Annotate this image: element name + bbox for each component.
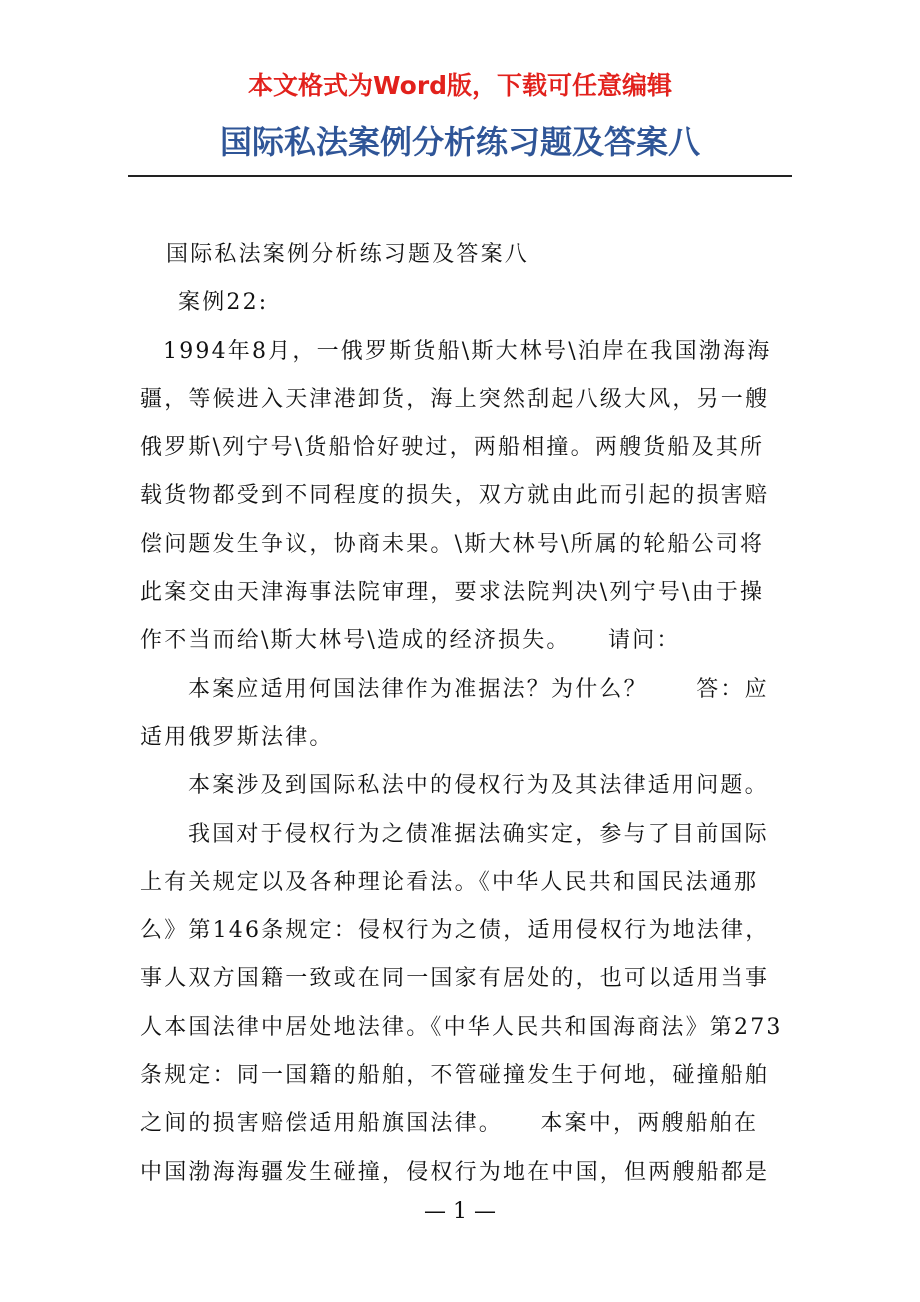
paragraph-line: 条规定：同一国籍的船舶，不管碰撞发生于何地，碰撞船舶 <box>140 1063 770 1089</box>
paragraph-line: 之间的损害赔偿适用船旗国法律。 本案中，两艘船舶在 <box>140 1111 759 1137</box>
paragraph-line: 适用俄罗斯法律。 <box>140 724 334 750</box>
paragraph-line: 我国对于侵权行为之债准据法确实定，参与了目前国际 <box>188 821 769 847</box>
paragraph-line: 人本国法律中居处地法律。《中华人民共和国海商法》第273 <box>140 1014 783 1040</box>
paragraph-line: 俄罗斯\列宁号\货船恰好驶过，两船相撞。两艘货船及其所 <box>140 435 765 461</box>
title-divider <box>128 175 792 177</box>
paragraph-line: 疆，等候进入天津港卸货，海上突然刮起八级大风，另一艘 <box>140 386 770 412</box>
paragraph-line: 事人双方国籍一致或在同一国家有居处的，也可以适用当事 <box>140 966 770 992</box>
paragraph-line: 偿问题发生争议，协商未果。\斯大林号\所属的轮船公司将 <box>140 531 765 557</box>
document-title: 国际私法案例分析练习题及答案八 <box>219 123 700 161</box>
document-body <box>140 231 800 1197</box>
paragraph-line: 1994年8月，一俄罗斯货船\斯大林号\泊岸在我国渤海海 <box>163 338 772 364</box>
paragraph-line: 上有关规定以及各种理论看法。《中华人民共和国民法通那 <box>140 869 759 895</box>
paragraph-line: 载货物都受到不同程度的损失，双方就由此而引起的损害赔 <box>140 483 770 509</box>
paragraph-line: 中国渤海海疆发生碰撞，侵权行为地在中国，但两艘船都是 <box>140 1159 770 1185</box>
paragraph-line: 么》第146条规定：侵权行为之债，适用侵权行为地法律， <box>140 918 770 944</box>
paragraph-line: 此案交由天津海事法院审理，要求法院判决\列宁号\由于操 <box>140 580 765 606</box>
paragraph-line: 本案应适用何国法律作为准据法？为什么？ 答：应 <box>188 676 769 702</box>
body-heading: 国际私法案例分析练习题及答案八 <box>166 242 530 267</box>
format-banner: 本文格式为Word版，下载可任意编辑 <box>247 71 673 100</box>
paragraph-line: 本案涉及到国际私法中的侵权行为及其法律适用问题。 <box>188 773 769 799</box>
paragraph-line: 作不当而给\斯大林号\造成的经济损失。 请问： <box>140 628 681 654</box>
case-label: 案例22: <box>178 290 269 316</box>
page-number: — 1 — <box>424 1199 496 1224</box>
